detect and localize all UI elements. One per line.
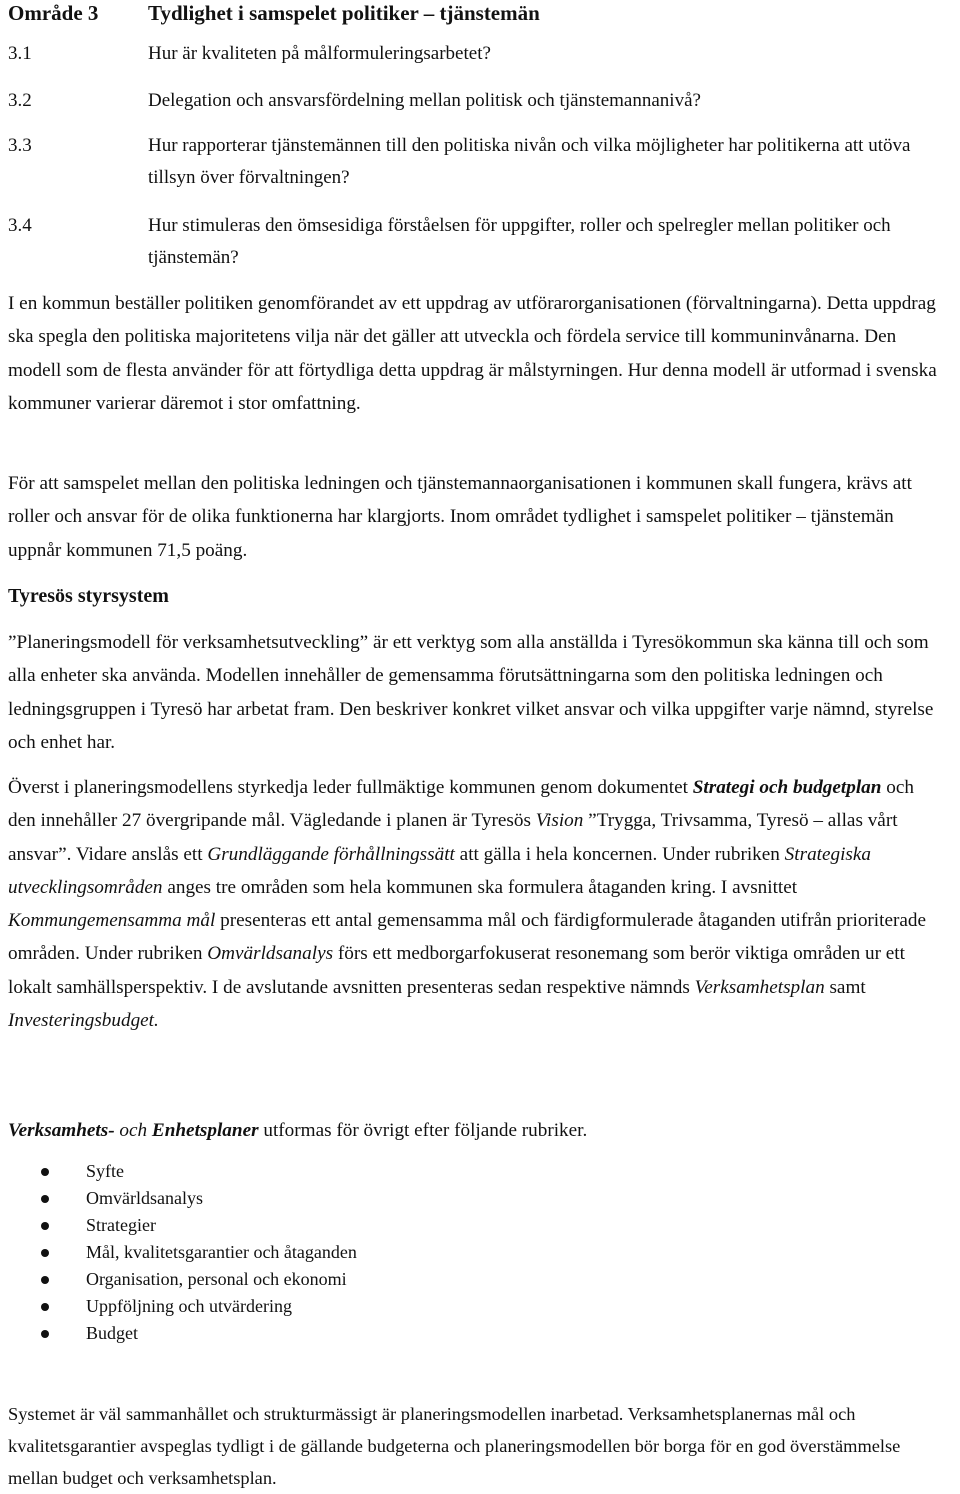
bullet-icon xyxy=(41,1276,49,1284)
toc-text: Hur är kvaliteten på målformuleringsarbetet? xyxy=(148,43,491,64)
bullet-icon xyxy=(41,1249,49,1257)
toc-number: 3.1 xyxy=(8,43,32,64)
list-item: Uppföljning och utvärdering xyxy=(8,1293,357,1320)
paragraph-planeringsmodell: ”Planeringsmodell för verksamhetsutveckling” är ett verktyg som alla anställda i Tyresökommun ska känna till och som alla enheter ska använda. Modellen innehåller de gemensamma förutsättningarna som den politiska ledningen och ledningsgruppen i Tyresö har arbetat fram. Den beskriver konkret vilket ansvar och vilka uppgifter varje nämnd, styrelse och enhet har. xyxy=(8,632,934,753)
bullet-icon xyxy=(41,1330,49,1338)
toc-number: 3.2 xyxy=(8,90,32,111)
list-item: Organisation, personal och ekonomi xyxy=(8,1266,357,1293)
list-item: Budget xyxy=(8,1320,357,1347)
strategy-doc-title: Strategi och budgetplan xyxy=(692,777,882,798)
toc-text: Delegation och ansvarsfördelning mellan politisk och tjänstemannanivå? xyxy=(148,90,701,111)
bullet-icon xyxy=(41,1195,49,1203)
toc-number: 3.4 xyxy=(8,215,32,236)
bullet-icon xyxy=(41,1168,49,1176)
bullet-list xyxy=(8,1158,357,1347)
paragraph-samspel: För att samspelet mellan den politiska ledningen och tjänstemannaorganisationen i kommunen skall fungera, krävs att roller och ansvar för de olika funktionerna har klargjorts. Inom området tydlighet i samspelet politiker – tjänstemän uppnår kommunen 71,5 poäng. xyxy=(8,473,912,561)
paragraph-conclusion: Systemet är väl sammanhållet och strukturmässigt är planeringsmodellen inarbetad. Verksamhetsplanernas mål och kvalitetsgarantier avspeglas tydligt i de gällande budgeterna och planeringsmodellen bör borga för en god överstämmelse mellan budget och verksamhetsplan. xyxy=(8,1404,901,1488)
toc-text: Hur rapporterar tjänstemännen till den politiska nivån och vilka möjligheter har politikerna att utöva tillsyn över förvaltningen? xyxy=(148,135,911,188)
list-item: Syfte xyxy=(8,1158,357,1185)
toc-number: 3.3 xyxy=(8,135,32,156)
list-item: Mål, kvalitetsgarantier och åtaganden xyxy=(8,1239,357,1266)
section-number: Område 3 xyxy=(8,1,99,25)
bullet-icon xyxy=(41,1303,49,1311)
section-title: Tydlighet i samspelet politiker – tjänstemän xyxy=(148,1,540,25)
section-heading xyxy=(8,0,540,26)
subheading: Tyresös styrsystem xyxy=(8,585,169,607)
paragraph-intro: I en kommun beställer politiken genomförandet av ett uppdrag av utförarorganisationen (förvaltningarna). Detta uppdrag ska spegla den politiska majoritetens vilja när det gäller att utveckla och fördela service till kommuninvånarna. Den modell som de flesta använder för att förtydliga detta uppdrag är målstyrningen. Hur denna modell är utformad i svenska kommuner varierar däremot i stor omfattning. xyxy=(8,293,937,414)
bullet-icon xyxy=(41,1222,49,1230)
toc-text: Hur stimuleras den ömsesidiga förståelsen för uppgifter, roller och spelregler mellan politiker och tjänstemän? xyxy=(148,215,891,268)
paragraph-styrkedja: Överst i planeringsmodellens styrkedja leder fullmäktige kommunen genom dokumentet Strategi och budgetplan och den innehåller 27 övergripande mål. Vägledande i planen är Tyresös Vision ”Trygga, Trivsamma, Tyresö – allas vårt ansvar”. Vidare anslås ett Grundläggande förhållningssätt att gälla i hela koncernen. Under rubriken Strategiska utvecklingsområden anges tre områden som hela kommunen ska formulera åtaganden kring. I avsnittet Kommungemensamma mål presenteras ett antal gemensamma mål och färdigformulerade åtaganden utifrån prioriterade områden. Under rubriken Omvärldsanalys förs ett medborgarfokuserat resonemang som berör viktiga områden ur ett lokalt samhällsperspektiv. I de avslutande avsnitten presenteras sedan respektive nämnds Verksamhetsplan samt Investeringsbudget. xyxy=(8,777,927,1032)
list-item: Strategier xyxy=(8,1212,357,1239)
list-item: Omvärldsanalys xyxy=(8,1185,357,1212)
paragraph-plans: Verksamhets- och Enhetsplaner utformas för övrigt efter följande rubriker. xyxy=(8,1120,588,1141)
